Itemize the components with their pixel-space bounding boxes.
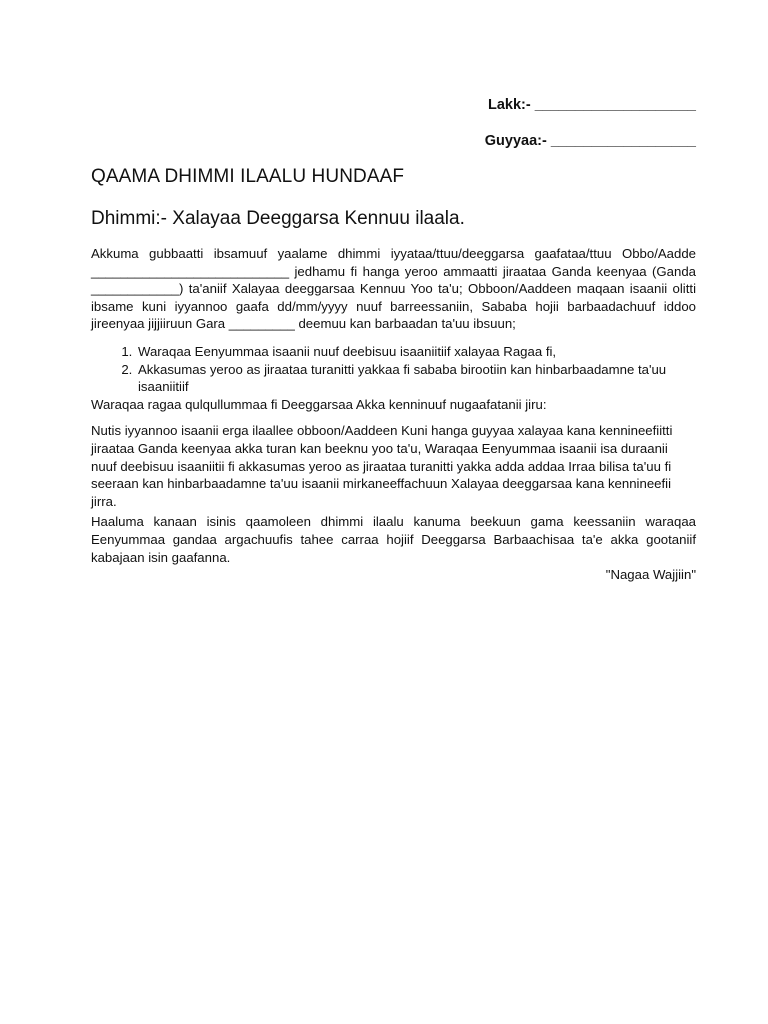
list-item: 2. Akkasumas yeroo as jiraataa turanitti yakkaa fi sababa birootiin kan hinbarbaadamne ta'uu isaaniitiif <box>136 361 696 396</box>
request-paragraph: Haaluma kanaan isinis qaamoleen dhimmi ilaalu kanuma beekuun gama keessaniin waraqaa Eenyummaa gandaa argachuufis tahee carraa hojiif Deeggarsa Barbaachisaa ta'e akka gootaniif kabajaan isin gaafanna. <box>91 514 696 565</box>
date-line: Guyyaa:- __________________ <box>484 133 696 149</box>
intro-paragraph: Akkuma gubbaatti ibsamuuf yaalame dhimmi iyyataa/ttuu/deeggarsa gaafataa/ttuu Obbo/Aadde ___________________________ jedhamu fi hanga yeroo ammaatti jiraataa Ganda keenyaa (Ganda ____________) ta'aniif Xalayaa deeggarsaa Kennuu Yoo ta'u; Obboon/Aaddeen maqaan isaanii olitti ibsame kuni iyyannoo gaafa dd/mm/yyyy nuuf barreessaniin, Sababa hojii barbaadachuuf iddoo jireenyaa jijjiiruun Gara _________ deemuu kan barbaadan ta'uu ibsuun; <box>91 246 696 332</box>
letter-subject: Dhimmi:- Xalayaa Deeggarsa Kennuu ilaala. <box>91 208 465 229</box>
closing-salutation: "Nagaa Wajjiin" <box>605 567 696 583</box>
list-item: 1. Waraqaa Eenyummaa isaanii nuuf deebisuu isaaniitiif xalayaa Ragaa fi, <box>136 343 696 361</box>
confirm-paragraph: Waraqaa ragaa qulqullummaa fi Deeggarsaa Akka kenninuuf nugaafatanii jiru: <box>91 396 547 412</box>
letter-title: QAAMA DHIMMI ILAALU HUNDAAF <box>91 166 405 187</box>
reference-number-line: Lakk:- ____________________ <box>487 97 696 113</box>
letter-meta <box>91 96 696 150</box>
request-list <box>91 343 696 396</box>
body-paragraph: Nutis iyyannoo isaanii erga ilaallee obboon/Aaddeen Kuni hanga guyyaa xalayaa kana kennineefiitti jiraataa Ganda keenyaa akka turan kan beeknu yoo ta'u, Waraqaa Eenyummaa isaanii isa duraanii nuuf deebisuu isaaniitii fi akkasumas yeroo as jiraataa turanitti yakka adda addaa Irraa bilisa ta'uu fi seeraan kan hinbarbaadamne ta'uu isaanii mirkaneeffachuun Xalayaa deeggarsaa kana kenninеefii jirra. <box>91 423 673 509</box>
